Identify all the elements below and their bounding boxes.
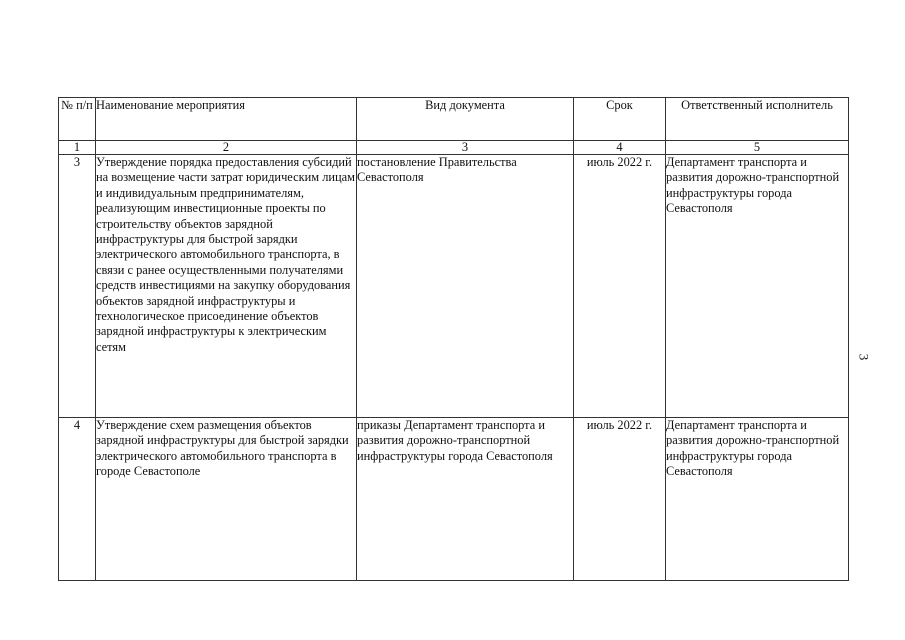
document-type: постановление Правительства Севастополя <box>357 155 574 418</box>
responsible-executor: Департамент транспорта и развития дорожно-транспортной инфраструктуры города Севастополя <box>666 155 849 418</box>
page-number: 3 <box>856 353 872 361</box>
header-responsible: Ответственный исполнитель <box>666 98 849 141</box>
document-type: приказы Департамент транспорта и развития дорожно-транспортной инфраструктуры города Севастополя <box>357 418 574 581</box>
row-number: 3 <box>59 155 96 418</box>
deadline: июль 2022 г. <box>574 155 666 418</box>
column-number: 3 <box>357 141 574 155</box>
column-number: 1 <box>59 141 96 155</box>
header-event-name: Наименование мероприятия <box>96 98 357 141</box>
column-number-row <box>59 141 849 155</box>
responsible-executor: Департамент транспорта и развития дорожно-транспортной инфраструктуры города Севастополя <box>666 418 849 581</box>
event-name: Утверждение схем размещения объектов зарядной инфраструктуры для быстрой зарядки электрического автомобильного транспорта в городе Севастополе <box>96 418 357 581</box>
event-name: Утверждение порядка предоставления субсидий на возмещение части затрат юридическим лицам и индивидуальным предпринимателям, реализующим инвестиционные проекты по строительству объектов зарядной инфраструктуры для быстрой зарядки электрического автомобильного транспорта, в связи с ранее осуществленными получателями средств инвестициями на закупку оборудования объектов зарядной инфраструктуры и технологическое присоединение объектов зарядной инфраструктуры к электрическим сетям <box>96 155 357 418</box>
column-number: 4 <box>574 141 666 155</box>
header-row <box>59 98 849 141</box>
table-row <box>59 155 849 418</box>
header-document-type: Вид документа <box>357 98 574 141</box>
table-row <box>59 418 849 581</box>
deadline: июль 2022 г. <box>574 418 666 581</box>
column-number: 5 <box>666 141 849 155</box>
action-plan-table <box>58 97 849 581</box>
row-number: 4 <box>59 418 96 581</box>
column-number: 2 <box>96 141 357 155</box>
header-number: № п/п <box>59 98 96 141</box>
header-deadline: Срок <box>574 98 666 141</box>
